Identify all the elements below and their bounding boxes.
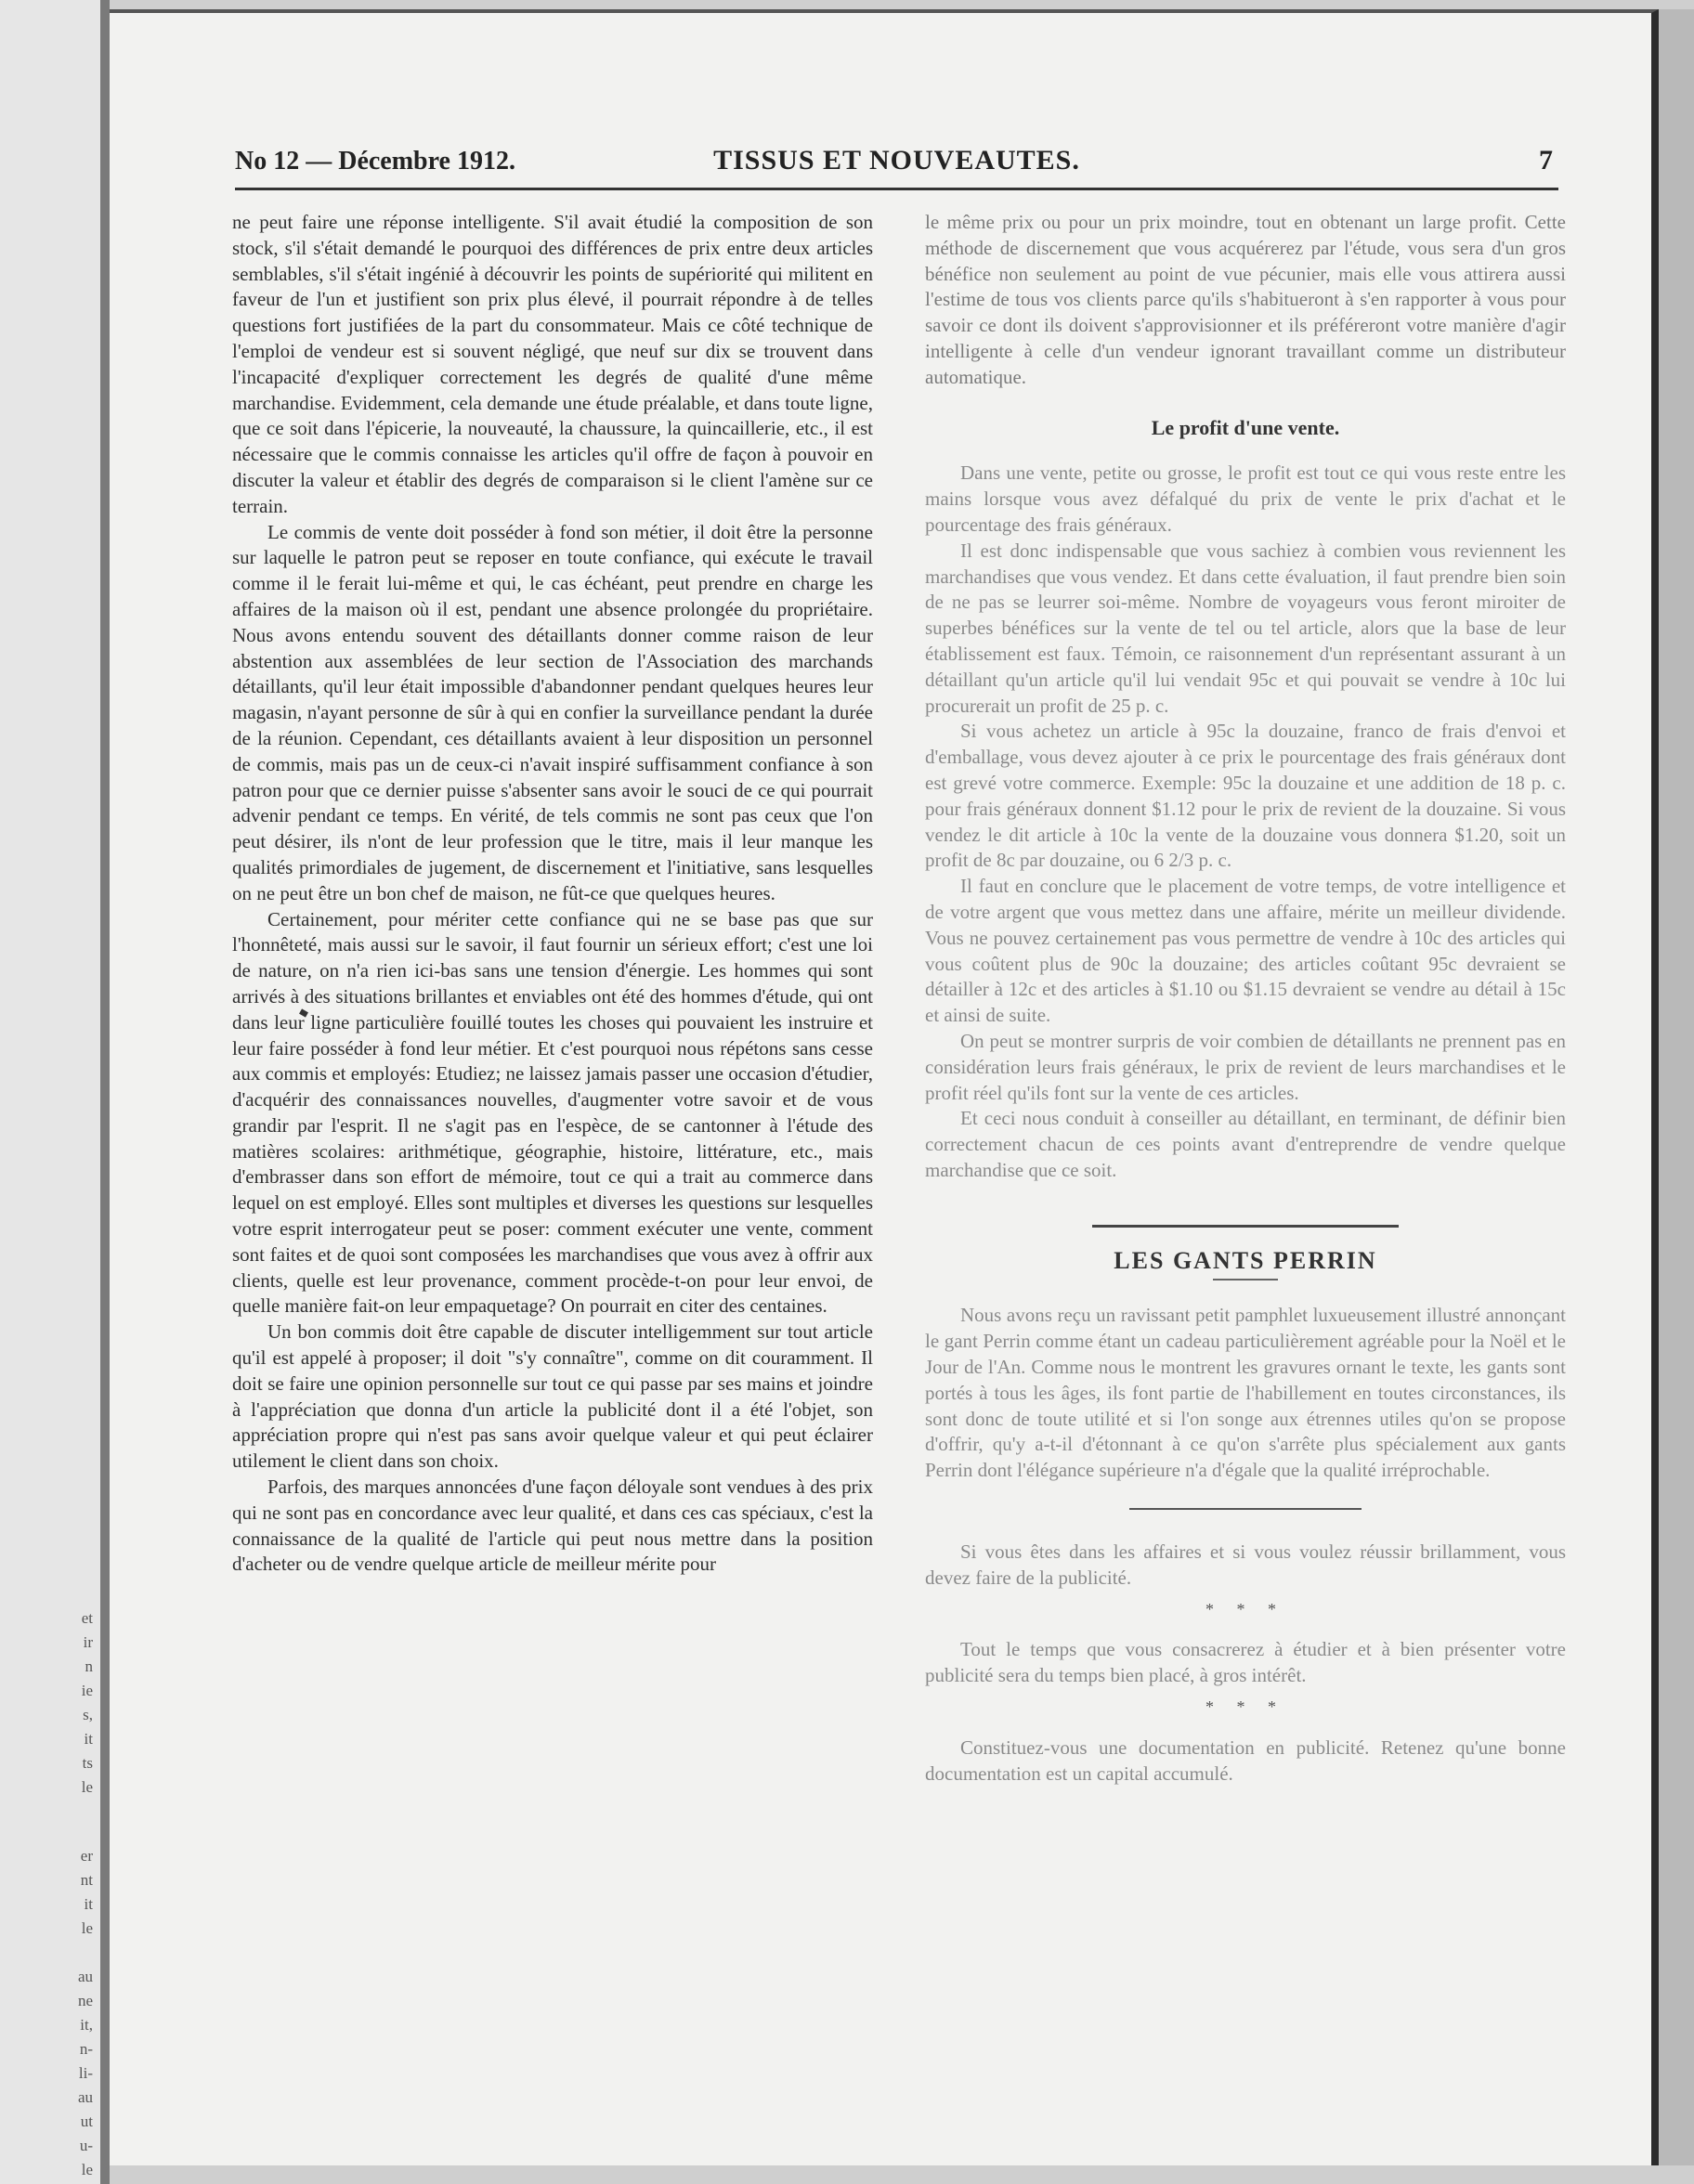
paragraph: Et ceci nous conduit à conseiller au détaillant, en terminant, de définir bien correctement chacun de ces points avant d'entreprendre de vendre quelque marchandise que ce soit. (925, 1107, 1566, 1181)
margin-fragment: u- (79, 2137, 93, 2154)
paragraph: Un bon commis doit être capable de discuter intelligemment sur tout article qu'il est appelé à proposer; il doit "s'y connaître", comme on dit couramment. Il doit se faire une opinion personnelle sur tout ce qui passe par ses mains et joindre à l'appréciation que donna d'un article la publicité dont il a été l'objet, son appréciation propre qui n'est pas sans avoir quelque valeur et qui peut éclairer utilement le client dans son choix. (232, 1320, 873, 1473)
margin-fragment: et (81, 1609, 93, 1627)
publication-title: TISSUS ET NOUVEAUTES. (713, 145, 1080, 176)
paragraph: Parfois, des marques annoncées d'une façon déloyale sont vendues à des prix qui ne sont pas en concordance avec leur qualité, et dans ces cas spéciaux, c'est la connaissance de la qualité de l'article qui peut nous mettre dans la position d'acheter ou de vendre quelque article de meilleur mérite pour (232, 1476, 873, 1576)
short-note: Si vous êtes dans les affaires et si vous voulez réussir brillamment, vous devez faire de la publicité. (925, 1540, 1566, 1589)
margin-fragment: er (80, 1847, 93, 1865)
margin-fragment: nt (80, 1871, 93, 1889)
section-divider (1092, 1225, 1399, 1228)
heading-underline (1213, 1279, 1278, 1280)
paragraph: le même prix ou pour un prix moindre, tout en obtenant un large profit. Cette méthode de discernement que vous acquérerez par l'étude, vous sera d'un gros bénéfice non seulement au point de vue pécunier, mais elle vous attirera aussi l'estime de tous vos clients parce qu'ils s'habitueront à s'en rapporter à vous pour savoir ce dont ils doivent s'approvisionner et ils préféreront votre manière d'agir intelligente à celle d'un vendeur ignorant travaillant comme un distributeur automatique. (925, 211, 1566, 388)
margin-fragment: n- (79, 2040, 93, 2058)
running-header (235, 141, 1558, 184)
paragraph: Il faut en conclure que le placement de votre temps, de votre intelligence et de votre argent que vous mettez dans une affaire, mérite un meilleur dividende. Vous ne pouvez certainement pas vous permettre de vendre à 10c des articles qui vous coûtent plus de 90c la douzaine; des articles coûtant 95c devraient se détailler à 12c et des articles à $1.10 ou $1.15 devraient se vendre au détail à 15c et ainsi de suite. (925, 875, 1566, 1027)
paragraph: Certainement, pour mériter cette confiance qui ne se base pas que sur l'honnêteté, mais aussi sur le savoir, il faut fournir un sérieux effort; c'est une loi de nature, on n'a rien ici-bas sans une tension d'énergie. Les hommes qui sont arrivés à des situations brillantes et enviables ont été des hommes d'étude, qui ont dans leur ligne particulière fouillé toutes les choses qui pouvaient les instruire et leur faire posséder à fond leur métier. Et c'est pourquoi nous répétons sans cesse aux commis et employés: Etudiez; ne laissez jamais passer une occasion d'étudier, d'acquérir des connaissances nouvelles, d'augmenter votre savoir et de vous grandir par l'esprit. Il ne s'agit pas en l'espèce, de se cantonner à l'étude des matières scolaires: arithmétique, géographie, histoire, littérature, etc., mais d'embrasser dans son effort de mémoire, tout ce qui a trait au commerce dans lequel on est employé. Elles sont multiples et diverses les questions sur lesquelles votre esprit interrogateur peut se poser: comment exécuter une vente, comment sont faites et de quoi sont composées les marchandises que vous avez à offrir aux clients, quelle est leur provenance, comment procède-t-on pour leur envoi, de quelle manière fait-on leur empaquetage? On pourrait en citer des centaines. (232, 907, 873, 1318)
issue-date: No 12 — Décembre 1912. (235, 147, 515, 176)
asterism: * * * (1205, 1599, 1285, 1618)
right-column (925, 210, 1566, 1787)
margin-fragment: le (81, 2161, 93, 2178)
margin-fragment: it, (80, 2016, 93, 2034)
margin-fragment: le (81, 1778, 93, 1796)
paragraph: Dans une vente, petite ou grosse, le profit est tout ce qui vous reste entre les mains lorsque vous avez défalqué du prix de vente le prix d'achat et le pourcentage des frais généraux. (925, 462, 1566, 536)
margin-fragment: it (84, 1730, 93, 1748)
paragraph: Nous avons reçu un ravissant petit pamphlet luxueusement illustré annonçant le gant Perrin comme étant un cadeau particulièrement agréable pour la Noël et le Jour de l'An. Comme nous le montrent les gravures ornant le texte, les gants sont portés à tous les âges, ils font partie de l'habillement en toutes circonstances, ils sont donc de toute utilité et si l'on songe aux étrennes utiles qu'on se propose d'offrir, qu'y a-t-il d'étonnant à ce qu'on s'arrête plus spécialement aux gants Perrin dont l'élégance supérieure n'a d'égale que la qualité irréprochable. (925, 1304, 1566, 1482)
paragraph: Le commis de vente doit posséder à fond son métier, il doit être la personne sur laquelle le patron peut se reposer en toute confiance, qui exécute le travail comme il le ferait lui-même et qui, le cas échéant, peut prendre en charge les affaires de la maison où il est, pendant une absence prolongée du propriétaire. Nous avons entendu souvent des détaillants donner comme raison de leur abstention aux assemblées de leur section de l'Association des marchands détaillants, qu'il leur était impossible d'abandonner pendant quelques heures leur magasin, n'ayant personne de sûr à qui en confier la surveillance pendant la durée de la réunion. Cependant, ces détaillants avaient à leur disposition un personnel de commis, mais pas un de ceux-ci n'avait inspiré suffisamment confiance à son patron pour que ce dernier puisse s'absenter sans avoir le souci de ce qui pourrait advenir pendant ce temps. En vérité, de tels commis ne sont pas ceux que l'on peut désirer, ils n'ont de leur profession que le titre, mais il leur manque les qualités primordiales de jugement, de discernement et l'initiative, sans lesquelles on ne peut être un bon chef de maison, ne fût-ce que quelques heures. (232, 520, 873, 904)
margin-fragment: ne (77, 1992, 93, 2009)
left-column (232, 210, 873, 1578)
margin-fragment: ir (83, 1633, 93, 1651)
paragraph: Il est donc indispensable que vous sachiez à combien vous reviennent les marchandises que vous vendez. Et dans cette évaluation, il faut prendre bien soin de ne pas se leurrer soi-même. Nombre de voyageurs vous feront miroiter de superbes bénéfices sur la vente de tel ou tel article, alors que la base de leur établissement est faux. Témoin, ce raisonnement d'un représentant assurant à un détaillant qu'un article qu'il lui vendait 95c et qui pouvait se vendre à 10c lui procurerait un profit de 25 p. c. (925, 539, 1566, 717)
section-heading-gants-perrin: LES GANTS PERRIN (1114, 1246, 1377, 1274)
margin-fragment: it (84, 1895, 93, 1913)
page-number: 7 (1539, 145, 1553, 176)
section-heading-profit: Le profit d'une vente. (1151, 415, 1340, 439)
margin-fragment: au (77, 2088, 93, 2106)
previous-page-margin (0, 0, 100, 2184)
binding-gutter (100, 0, 110, 2184)
paragraph: ne peut faire une réponse intelligente. S'il avait étudié la composition de son stock, s'il s'était demandé le pourquoi des différences de prix entre deux articles semblables, s'il s'était ingénié à découvrir les points de supériorité qui militent en faveur de l'un et justifient son prix plus élevé, il pourrait répondre à de telles questions fort justifiées de la part du consommateur. Mais ce côté technique de l'emploi de vendeur est si souvent négligé, que neuf sur dix se trouvent dans l'incapacité d'expliquer correctement les degrés de qualité d'une même marchandise. Evidemment, cela demande une étude préalable, et dans toute ligne, que ce soit dans l'épicerie, la nouveauté, la chaussure, la quincaillerie, etc., il est nécessaire que le commis connaisse les articles qu'il offre de façon à pouvoir en discuter la valeur et établir des degrés de comparaison si le client l'amène sur ce terrain. (232, 211, 873, 517)
margin-fragment: le (81, 1919, 93, 1937)
short-note: Constituez-vous une documentation en publicité. Retenez qu'une bonne documentation est un capital accumulé. (925, 1736, 1566, 1785)
margin-fragment: li- (78, 2064, 93, 2082)
asterism: * * * (1205, 1697, 1285, 1717)
margin-fragment: ts (82, 1754, 93, 1772)
section-divider (1129, 1508, 1362, 1510)
short-note: Tout le temps que vous consacrerez à étudier et à bien présenter votre publicité sera du temps bien placé, à gros intérêt. (925, 1638, 1566, 1687)
margin-fragment: ut (80, 2112, 93, 2130)
page-edge (1659, 9, 1694, 2165)
paragraph: Si vous achetez un article à 95c la douzaine, franco de frais d'envoi et d'emballage, vous devez ajouter à ce prix le pourcentage des frais généraux dont est grevé votre commerce. Exemple: 95c la douzaine et une addition de 18 p. c. pour frais généraux donnent $1.12 pour le prix de revient de la douzaine. Si vous vendez le dit article à 10c la vente de la douzaine vous donnera $1.20, soit un profit de 8c par douzaine, ou 6 2/3 p. c. (925, 720, 1566, 872)
margin-fragment: ie (81, 1682, 93, 1699)
paragraph: On peut se montrer surpris de voir combien de détaillants ne prennent pas en considération leurs frais généraux, le prix de revient de leurs marchandises et le profit réel qu'ils font sur la vente de ces articles. (925, 1029, 1566, 1104)
scanned-page (110, 9, 1659, 2165)
margin-fragment: n (85, 1658, 93, 1675)
margin-fragment: s, (83, 1706, 93, 1723)
margin-fragment: au (77, 1968, 93, 1985)
header-rule (235, 188, 1558, 190)
